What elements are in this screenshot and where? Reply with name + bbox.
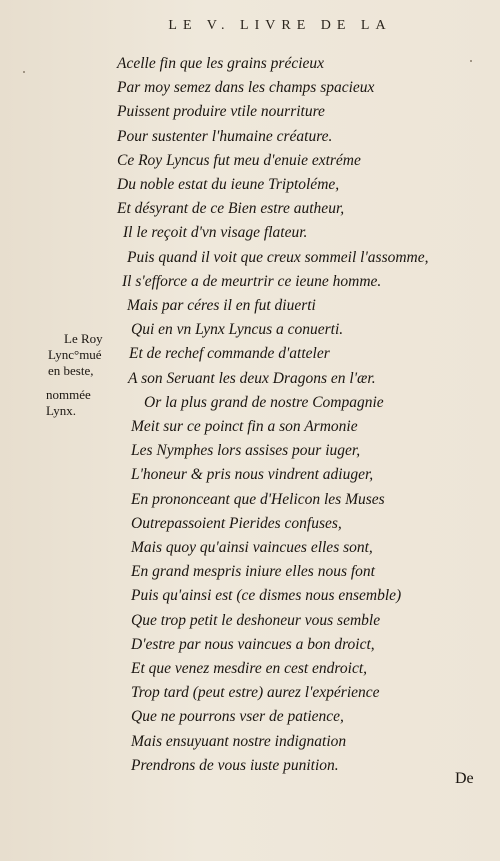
verse-line: Et de rechef commande d'atteler <box>129 345 330 363</box>
verse-line: En prononceant que d'Helicon les Muses <box>131 490 385 508</box>
margin-note <box>46 331 126 419</box>
catchword: De <box>455 770 474 787</box>
verse-line: Puissent produire vtile nourriture <box>117 103 325 121</box>
verse-line: L'honeur & pris nous vindrent adiuger, <box>131 466 374 484</box>
verse-line: Pour sustenter l'humaine créature. <box>117 127 333 145</box>
verse-line: Meit sur ce poinct fin a son Armonie <box>131 418 358 435</box>
verse-line: Ce Roy Lyncus fut meu d'enuie extréme <box>117 151 361 169</box>
verse-line: Trop tard (peut estre) aurez l'expérience <box>131 684 380 702</box>
margin-note-line: Lync°mué <box>48 347 102 362</box>
verse-line: Il s'efforce a de meurtrir ce ieune homme. <box>122 272 382 290</box>
verse-line: Acelle fin que les grains précieux <box>117 55 325 72</box>
verse-line: Que ne pourrons vser de patience, <box>131 708 344 726</box>
verse-line: Puis quand il voit que creux sommeil l'assomme, <box>127 248 429 266</box>
verse-line: Du noble estat du ieune Triptoléme, <box>117 176 340 193</box>
verse-line: Qui en vn Lynx Lyncus a conuerti. <box>131 321 344 339</box>
verse-line: En grand mespris iniure elles nous font <box>131 563 375 581</box>
verse-line: Il le reçoit d'vn visage flateur. <box>123 224 308 242</box>
margin-note-line: en beste, <box>48 363 94 378</box>
margin-note-line: nommée <box>46 387 91 402</box>
verse-line: Prendrons de vous iuste punition. <box>131 756 339 774</box>
verse-line: Mais par céres il en fut diuerti <box>127 297 316 314</box>
verse-line: Et que venez mesdire en cest endroict, <box>131 660 368 677</box>
verse-line: Outrepassoient Pierides confuses, <box>131 514 342 532</box>
verse-block <box>0 52 500 812</box>
verse-line: Et désyrant de ce Bien estre autheur, <box>117 200 345 218</box>
verse-line: Mais ensuyuant nostre indignation <box>131 732 347 750</box>
verse-line: A son Seruant les deux Dragons en l'ær. <box>128 369 376 387</box>
verse-line: Puis qu'ainsi est (ce dismes nous ensemble) <box>131 587 402 605</box>
paper-speck <box>470 60 472 62</box>
verse-line: Les Nymphes lors assises pour iuger, <box>131 442 361 460</box>
verse-line: D'estre par nous vaincues a bon droict, <box>131 635 375 653</box>
running-head: LE V. LIVRE DE LA <box>168 18 392 33</box>
margin-note-line: Le Roy <box>64 331 103 346</box>
paper-speck <box>23 71 25 73</box>
verse-line: Mais quoy qu'ainsi vaincues elles sont, <box>131 539 373 556</box>
verse-line: Or la plus grand de nostre Compagnie <box>144 393 384 411</box>
margin-note-line: Lynx. <box>46 403 76 418</box>
verse-line: Que trop petit le deshoneur vous semble <box>131 611 381 629</box>
verse-line: Par moy semez dans les champs spacieux <box>117 79 375 97</box>
